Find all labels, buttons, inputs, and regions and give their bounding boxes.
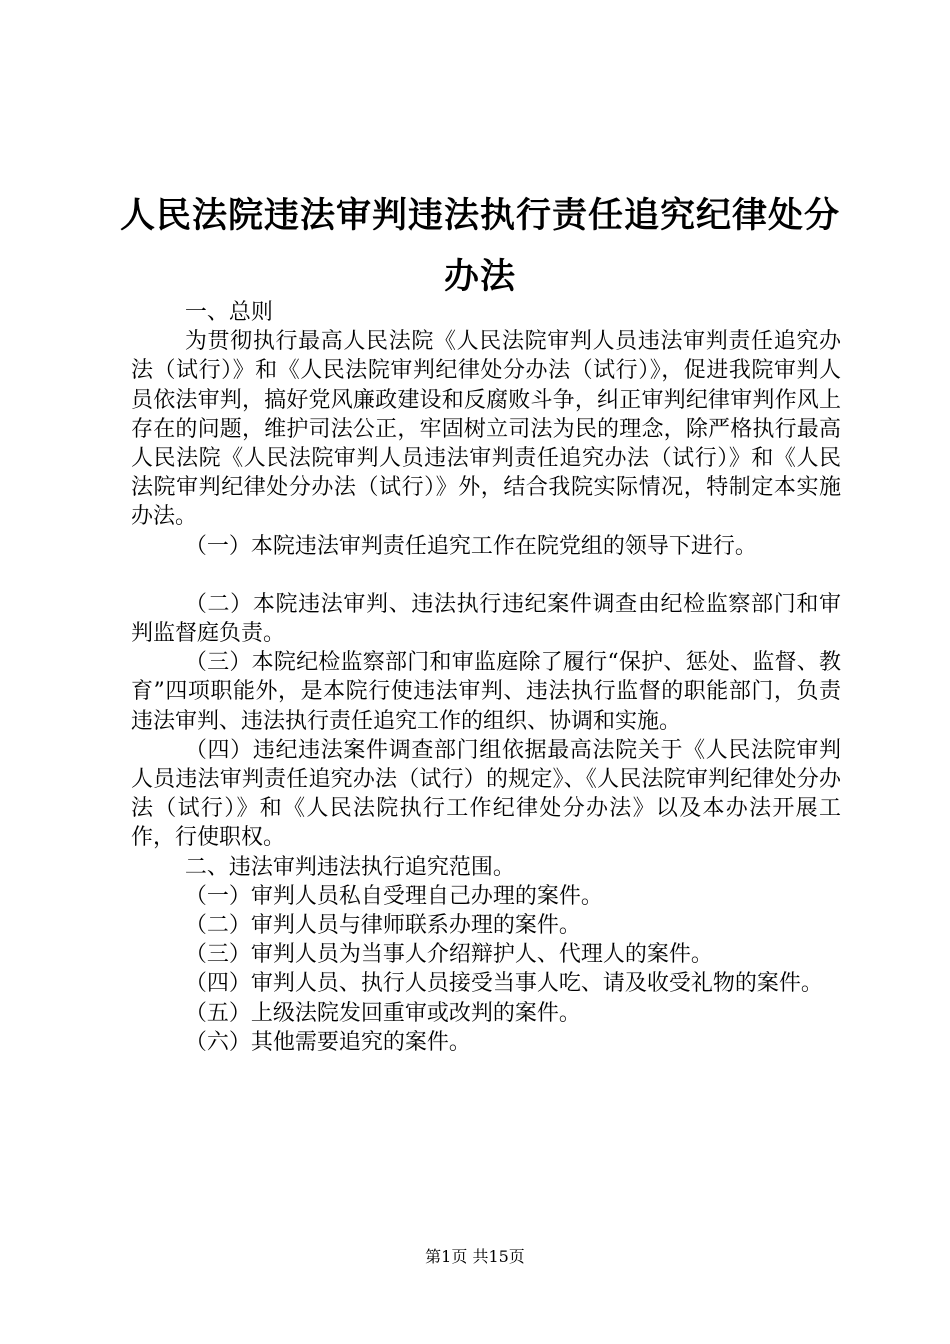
document-title-line2: 办法 — [443, 257, 516, 297]
paragraph-item-2: （二）本院违法审判、违法执行违纪案件调查由纪检监察部门和审判监督庭负责。 — [131, 591, 841, 647]
section-heading-general: 一、总则 — [184, 300, 273, 325]
page-number-footer: 第1页 共15页 — [425, 1247, 525, 1266]
paragraph-gap — [131, 561, 841, 590]
paragraph-item-3: （三）本院纪检监察部门和审监庭除了履行“保护、惩处、监督、教育”四项职能外，是本院行使违法审判、违法执行监督的职能部门，负责违法审判、违法执行责任追究工作的组织、协调和实施。 — [131, 650, 841, 734]
document-title-line1: 人民法院违法审判违法执行责任追究纪律处分 — [120, 196, 841, 236]
scope-item-2: （二）审判人员与律师联系办理的案件。 — [184, 913, 581, 939]
paragraph-item-4: （四）违纪违法案件调查部门组依据最高法院关于《人民法院审判人员违法审判责任追究办法（试行）的规定》、《人民法院审判纪律处分办法（试行）》和《人民法院执行工作纪律处分办法》以及本办法开展工作，行使职权。 — [131, 737, 841, 851]
scope-item-1: （一）审判人员私自受理自己办理的案件。 — [184, 883, 603, 909]
scope-item-3: （三）审判人员为当事人介绍辩护人、代理人的案件。 — [184, 942, 713, 968]
scope-item-5: （五）上级法院发回重审或改判的案件。 — [184, 1000, 581, 1026]
scope-item-6: （六）其他需要追究的案件。 — [184, 1029, 471, 1055]
paragraph-preamble: 为贯彻执行最高人民法院《人民法院审判人员违法审判责任追究办法（试行）》和《人民法院审判纪律处分办法（试行）》，促进我院审判人员依法审判，搞好党风廉政建设和反腐败斗争，纠正审判纪律审判作风上存在的问题，维护司法公正，牢固树立司法为民的理念，除严格执行最高人民法院《人民法院审判人员违法审判责任追究办法（试行）》和《人民法院审判纪律处分办法（试行）》外，结合我院实际情况，特制定本实施办法。 — [131, 329, 841, 530]
scope-item-4: （四）审判人员、执行人员接受当事人吃、请及收受礼物的案件。 — [184, 971, 823, 997]
paragraph-item-1: （一）本院违法审判责任追究工作在院党组的领导下进行。 — [184, 533, 757, 559]
document-body — [131, 298, 841, 1057]
section-heading-scope: 二、违法审判违法执行追究范围。 — [184, 854, 515, 880]
